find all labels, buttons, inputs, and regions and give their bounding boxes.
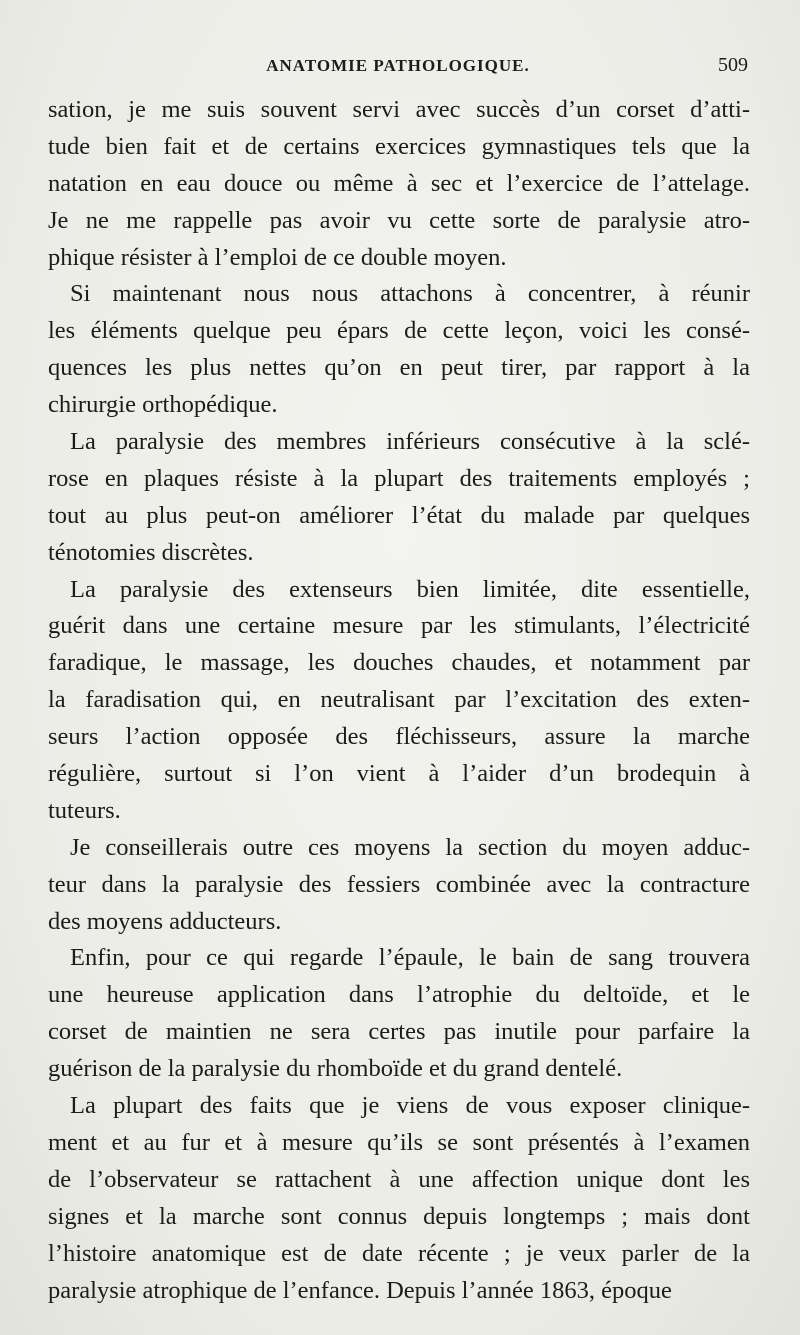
paragraph [48,276,750,424]
text-line: les éléments quelque peu épars de cette leçon, voici les consé- [48,317,750,345]
text-line: tuteurs. [48,796,121,824]
text-line: tude bien fait et de certains exercices gymnastiques tels que la [48,132,750,160]
text-line: seurs l’action opposée des fléchisseurs, assure la marche [48,723,750,751]
text-line: la faradisation qui, en neutralisant par l’excitation des exten- [48,686,750,714]
text-line: l’histoire anatomique est de date récente ; je veux parler de la [48,1239,750,1267]
text-line: des moyens adducteurs. [48,907,282,935]
text-line: ment et au fur et à mesure qu’ils se sont présentés à l’examen [48,1128,750,1156]
body-text [48,92,750,1309]
text-line: teur dans la paralysie des fessiers combinée avec la contracture [48,870,750,898]
text-line: Si maintenant nous nous attachons à concentrer, à réunir [70,280,750,308]
text-line: une heureuse application dans l’atrophie du deltoïde, et le [48,981,750,1009]
text-line: Enfin, pour ce qui regarde l’épaule, le bain de sang trouvera [70,944,750,972]
page-number: 509 [718,54,748,76]
text-line: régulière, surtout si l’on vient à l’aider d’un brodequin à [48,760,750,788]
text-line: chirurgie orthopédique. [48,391,278,419]
text-line: paralysie atrophique de l’enfance. Depuis l’année 1863, époque [48,1276,672,1304]
text-line: phique résister à l’emploi de ce double moyen. [48,243,507,271]
text-line: natation en eau douce ou même à sec et l’exercice de l’attelage. [48,169,750,197]
text-line: ténotomies discrètes. [48,538,254,566]
paragraph [48,424,750,572]
text-line: tout au plus peut-on améliorer l’état du malade par quelques [48,501,750,529]
text-line: corset de maintien ne sera certes pas inutile pour parfaire la [48,1018,750,1046]
text-line: La paralysie des extenseurs bien limitée, dite essentielle, [70,575,750,603]
paragraph [48,940,750,1088]
text-line: guérit dans une certaine mesure par les stimulants, l’électricité [48,612,750,640]
text-line: faradique, le massage, les douches chaudes, et notamment par [48,649,750,677]
text-line: Je ne me rappelle pas avoir vu cette sorte de paralysie atro- [48,206,750,234]
paragraph [48,1088,750,1309]
text-line: quences les plus nettes qu’on en peut tirer, par rapport à la [48,354,750,382]
text-line: La plupart des faits que je viens de vous exposer clinique- [70,1092,750,1120]
text-line: rose en plaques résiste à la plupart des traitements employés ; [48,464,750,492]
text-line: guérison de la paralysie du rhomboïde et du grand dentelé. [48,1055,623,1083]
page-header [48,50,748,86]
text-line: La paralysie des membres inférieurs consécutive à la sclé- [70,428,750,456]
text-line: Je conseillerais outre ces moyens la section du moyen adduc- [70,833,750,861]
text-line: signes et la marche sont connus depuis longtemps ; mais dont [48,1202,750,1230]
paragraph [48,572,750,830]
text-line: sation, je me suis souvent servi avec succès d’un corset d’atti- [48,96,750,123]
text-line: de l’observateur se rattachent à une affection unique dont les [48,1165,750,1193]
paragraph [48,830,750,941]
paragraph [48,92,750,276]
running-head: ANATOMIE PATHOLOGIQUE. [266,56,530,75]
